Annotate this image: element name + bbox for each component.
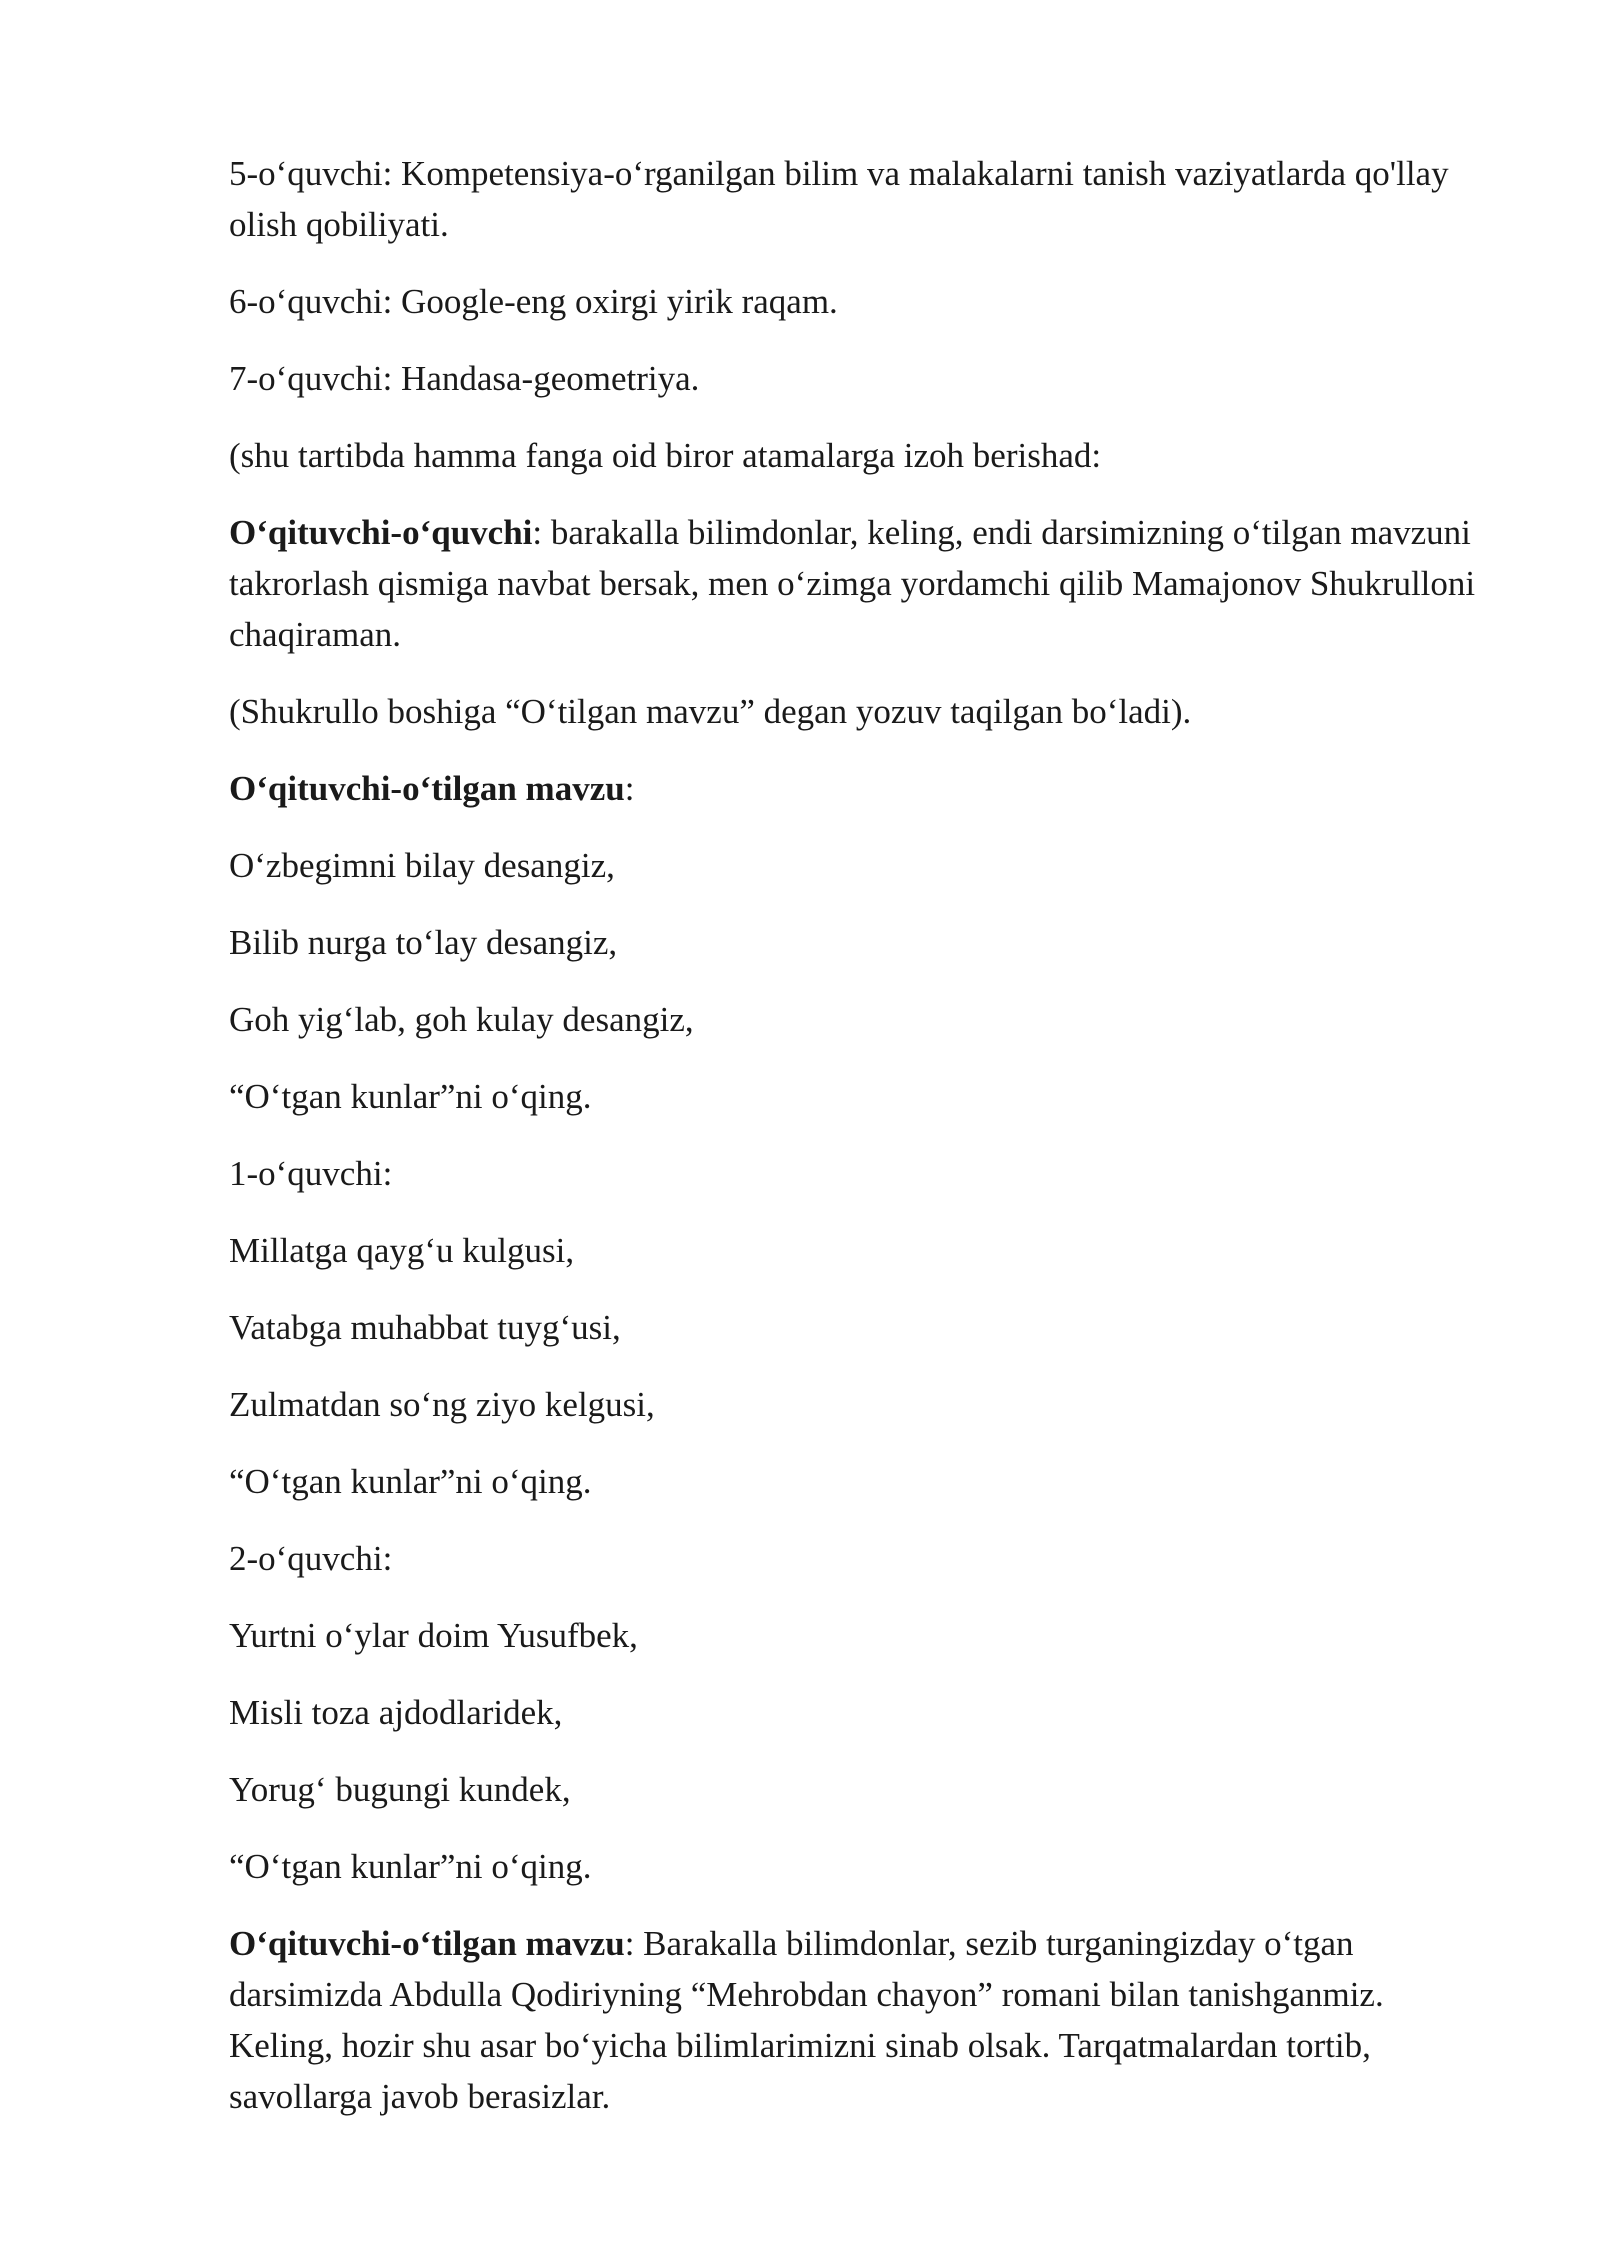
paragraph-text: : Barakalla bilimdonlar, sezib turganingizday o‘tgan darsimizda Abdulla Qodiriyning “Mehrobdan chayon” romani bilan tanishganmiz. Keling, hozir shu asar bo‘yicha bilimlarimizni sinab olsak. Tarqatmalardan tortib, savollarga javob berasizlar.: [229, 1924, 1384, 2116]
speaker-label: O‘qituvchi-o‘tilgan mavzu: [229, 769, 625, 808]
paragraph-text: Misli toza ajdodlaridek,: [229, 1693, 563, 1732]
speaker-line: [229, 1533, 1489, 1584]
poem-line: [229, 1841, 1489, 1892]
paragraph-teacher-topic: [229, 763, 1489, 814]
paragraph-text: :: [624, 769, 635, 808]
poem-line: [229, 1610, 1489, 1661]
document-page: [229, 148, 1489, 2148]
paragraph-teacher-student: [229, 507, 1489, 660]
speaker-label: O‘qituvchi-o‘quvchi: [229, 513, 533, 552]
paragraph-instruction: [229, 430, 1489, 481]
paragraph-text: Yurtni o‘ylar doim Yusufbek,: [229, 1616, 638, 1655]
poem-line: [229, 1379, 1489, 1430]
paragraph-text: 5-o‘quvchi: Kompetensiya-o‘rganilgan bilim va malakalarni tanish vaziyatlarda qo'llay olish qobiliyati.: [229, 154, 1449, 244]
paragraph-student-5: [229, 148, 1489, 250]
poem-line: [229, 994, 1489, 1045]
paragraph-text: : barakalla bilimdonlar, keling, endi darsimizning o‘tilgan mavzuni takrorlash qismiga navbat bersak, men o‘zimga yordamchi qilib Mamajonov Shukrulloni chaqiraman.: [229, 513, 1476, 654]
paragraph-text: 1-o‘quvchi:: [229, 1154, 393, 1193]
paragraph-text: “O‘tgan kunlar”ni o‘qing.: [229, 1077, 592, 1116]
paragraph-teacher-topic-closing: [229, 1918, 1489, 2122]
poem-line: [229, 1071, 1489, 1122]
poem-line: [229, 1225, 1489, 1276]
paragraph-text: (Shukrullo boshiga “O‘tilgan mavzu” degan yozuv taqilgan bo‘ladi).: [229, 692, 1192, 731]
paragraph-text: Zulmatdan so‘ng ziyo kelgusi,: [229, 1385, 655, 1424]
paragraph-text: O‘zbegimni bilay desangiz,: [229, 846, 615, 885]
paragraph-text: Vatabga muhabbat tuyg‘usi,: [229, 1308, 621, 1347]
paragraph-text: 7-o‘quvchi: Handasa-geometriya.: [229, 359, 700, 398]
paragraph-text: 2-o‘quvchi:: [229, 1539, 393, 1578]
paragraph-text: Goh yig‘lab, goh kulay desangiz,: [229, 1000, 694, 1039]
poem-line: [229, 840, 1489, 891]
poem-line: [229, 1456, 1489, 1507]
speaker-label: O‘qituvchi-o‘tilgan mavzu: [229, 1924, 625, 1963]
poem-line: [229, 917, 1489, 968]
paragraph-text: Millatga qayg‘u kulgusi,: [229, 1231, 575, 1270]
paragraph-text: 6-o‘quvchi: Google-eng oxirgi yirik raqam.: [229, 282, 838, 321]
paragraph-text: “O‘tgan kunlar”ni o‘qing.: [229, 1847, 592, 1886]
paragraph-student-6: [229, 276, 1489, 327]
paragraph-text: Bilib nurga to‘lay desangiz,: [229, 923, 618, 962]
paragraph-text: “O‘tgan kunlar”ni o‘qing.: [229, 1462, 592, 1501]
poem-line: [229, 1687, 1489, 1738]
poem-line: [229, 1302, 1489, 1353]
paragraph-stage-note: [229, 686, 1489, 737]
poem-line: [229, 1764, 1489, 1815]
speaker-line: [229, 1148, 1489, 1199]
paragraph-text: (shu tartibda hamma fanga oid biror atamalarga izoh berishad:: [229, 436, 1102, 475]
paragraph-text: Yorug‘ bugungi kundek,: [229, 1770, 571, 1809]
paragraph-student-7: [229, 353, 1489, 404]
